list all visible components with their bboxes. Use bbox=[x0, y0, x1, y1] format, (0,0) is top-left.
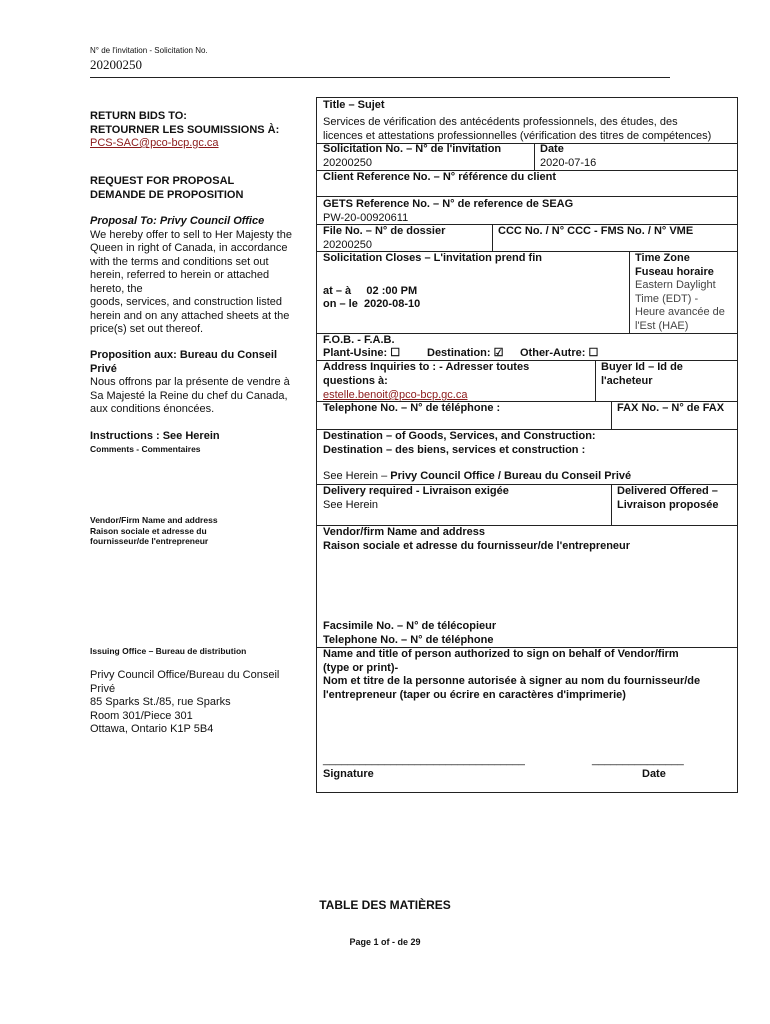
offer-en-line: with the terms and conditions set out bbox=[90, 255, 269, 268]
proposal-to-en: Proposal To: Privy Council Office bbox=[90, 215, 265, 227]
destination-checkbox[interactable]: Destination: ☑ bbox=[427, 347, 504, 359]
proposal-to-fr-line: Privé bbox=[90, 362, 117, 375]
col-divider bbox=[492, 224, 493, 251]
title-line: licences et attestations professionnelles (vérification des titres de compétences) bbox=[323, 129, 712, 142]
telephone-label: Telephone No. – N° de téléphone : bbox=[323, 402, 501, 414]
address-inquiries-block bbox=[323, 361, 529, 388]
solicitation-number-header: 20200250 bbox=[90, 57, 142, 72]
issuing-address-line: Ottawa, Ontario K1P 5B4 bbox=[90, 723, 214, 735]
issuing-address-line: 85 Sparks St./85, rue Sparks bbox=[90, 696, 231, 708]
page-number: Page 1 of - de 29 bbox=[349, 937, 421, 947]
file-no-label: File No. – N° de dossier bbox=[323, 225, 446, 237]
signature-line[interactable]: _________________________________ bbox=[323, 754, 525, 766]
tz-label-en: Time Zone bbox=[635, 252, 690, 264]
time-zone-block bbox=[635, 252, 735, 333]
offer-en-line: hereto, the bbox=[90, 282, 143, 295]
header-divider bbox=[90, 77, 670, 78]
vendor-left-line: Vendor/Firm Name and address bbox=[90, 515, 218, 525]
table-of-contents-heading: TABLE DES MATIÈRES bbox=[319, 898, 451, 912]
authorized-person-block bbox=[323, 648, 733, 702]
instructions-block bbox=[90, 430, 302, 454]
gets-value: PW-20-00920611 bbox=[323, 212, 409, 224]
fob-label: F.O.B. - F.A.B. bbox=[323, 334, 395, 346]
client-ref-label: Client Reference No. – N° référence du client bbox=[323, 171, 557, 183]
vendor-left-line: fournisseur/de l'entrepreneur bbox=[90, 536, 209, 546]
vendor-label-fr: Raison sociale et adresse du fournisseur/de l'entrepreneur bbox=[323, 540, 631, 552]
closes-time: at – à 02 :00 PM bbox=[323, 285, 418, 297]
vendor-label-en: Vendor/firm Name and address bbox=[323, 526, 485, 538]
row-divider bbox=[317, 196, 737, 197]
return-bids-en: RETURN BIDS TO: bbox=[90, 110, 187, 122]
issuing-office-label: Issuing Office – Bureau de distribution bbox=[90, 646, 247, 656]
solicitation-form-box bbox=[316, 97, 738, 793]
title-label: Title – Sujet bbox=[323, 99, 385, 111]
tz-label-fr: Fuseau horaire bbox=[635, 265, 714, 278]
delivered-offered-block bbox=[617, 485, 718, 512]
issuing-address-block bbox=[90, 669, 302, 737]
offer-en-line: herein, referred to herein or attached bbox=[90, 269, 270, 281]
buyer-id-line: l'acheteur bbox=[601, 374, 653, 387]
address-inquiries-line: questions à: bbox=[323, 374, 388, 387]
title-value bbox=[323, 116, 735, 143]
offer-en-line: We hereby offer to sell to Her Majesty the bbox=[90, 228, 292, 241]
buyer-id-block bbox=[601, 361, 683, 388]
delivery-required-label: Delivery required - Livraison exigée bbox=[323, 485, 509, 497]
issuing-address-line: Room 301/Piece 301 bbox=[90, 709, 193, 722]
col-divider bbox=[595, 360, 596, 401]
col-divider bbox=[534, 143, 535, 170]
authorized-line: (type or print)- bbox=[323, 661, 399, 674]
authorized-line: Nom et titre de la personne autorisée à signer au nom du fournisseur/de bbox=[323, 675, 701, 687]
issuing-address-line: Privé bbox=[90, 682, 116, 695]
offer-fr-line: Nous offrons par la présente de vendre à bbox=[90, 376, 290, 388]
proposal-to-fr-line: Proposition aux: Bureau du Conseil bbox=[90, 349, 278, 361]
signature-date-label: Date bbox=[642, 768, 666, 780]
offer-en-line: herein and on any attached sheets at the bbox=[90, 309, 290, 322]
inquiries-email-link[interactable]: estelle.benoit@pco-bcp.gc.ca bbox=[323, 389, 468, 401]
other-checkbox[interactable]: Other-Autre: ☐ bbox=[520, 347, 599, 359]
return-bids-block bbox=[90, 110, 302, 151]
issuing-address-line: Privy Council Office/Bureau du Conseil bbox=[90, 669, 280, 681]
tz-value-line: Eastern Daylight bbox=[635, 279, 716, 291]
authorized-line: Name and title of person authorized to sign on behalf of Vendor/firm bbox=[323, 648, 679, 660]
signature-label: Signature bbox=[323, 768, 374, 780]
facsimile-label: Facsimile No. – N° de télécopieur bbox=[323, 620, 497, 632]
title-line: Services de vérification des antécédents professionnels, des études, des bbox=[323, 116, 678, 128]
destination-label-fr: Destination – des biens, services et construction : bbox=[323, 444, 586, 456]
tz-value-line: l'Est (HAE) bbox=[635, 319, 689, 332]
solicitation-caption: N° de l'invitation - Solicitation No. bbox=[90, 46, 208, 55]
return-bids-fr: RETOURNER LES SOUMISSIONS À: bbox=[90, 123, 280, 136]
vendor-left-line: Raison sociale et adresse du bbox=[90, 525, 207, 536]
solicitation-no-label: Solicitation No. – N° de l'invitation bbox=[323, 143, 502, 155]
date-label: Date bbox=[540, 143, 564, 155]
offer-fr-line: Sa Majesté la Reine du chef du Canada, bbox=[90, 389, 288, 402]
proposal-fr-block bbox=[90, 349, 302, 417]
rfp-block bbox=[90, 175, 302, 202]
delivery-required-value: See Herein bbox=[323, 499, 379, 511]
plant-checkbox[interactable]: Plant-Usine: ☐ bbox=[323, 347, 401, 359]
closes-date: on – le 2020-08-10 bbox=[323, 298, 421, 310]
destination-value bbox=[323, 470, 631, 484]
gets-label: GETS Reference No. – N° de reference de SEAG bbox=[323, 198, 574, 210]
vendor-left-block bbox=[90, 515, 302, 547]
instructions-label: Instructions : See Herein bbox=[90, 430, 220, 442]
offer-en-line: price(s) set out thereof. bbox=[90, 323, 204, 335]
closes-label: Solicitation Closes – L'invitation prend fin bbox=[323, 252, 542, 264]
buyer-id-line: Buyer Id – Id de bbox=[601, 361, 683, 373]
fax-label: FAX No. – N° de FAX bbox=[617, 402, 725, 414]
delivered-offered-line: Livraison proposée bbox=[617, 498, 719, 511]
vendor-telephone-label: Telephone No. – N° de téléphone bbox=[323, 634, 494, 646]
col-divider bbox=[629, 251, 630, 333]
offer-en-line: goods, services, and construction listed bbox=[90, 296, 282, 308]
delivered-offered-line: Delivered Offered – bbox=[617, 485, 718, 497]
file-no-value: 20200250 bbox=[323, 239, 372, 251]
date-value: 2020-07-16 bbox=[540, 157, 597, 169]
solicitation-no-value: 20200250 bbox=[323, 157, 372, 169]
offer-en-line: Queen in right of Canada, in accordance bbox=[90, 242, 288, 254]
tz-value-line: Time (EDT) - bbox=[635, 292, 699, 305]
col-divider bbox=[611, 484, 612, 525]
proposal-en-block bbox=[90, 215, 302, 337]
authorized-line: l'entrepreneur (taper ou écrire en caractères d'imprimerie) bbox=[323, 688, 626, 701]
date-line[interactable]: _______________ bbox=[592, 754, 684, 766]
address-inquiries-line: Address Inquiries to : - Adresser toutes bbox=[323, 361, 530, 373]
comments-label: Comments - Commentaires bbox=[90, 443, 201, 454]
destination-prefix: See Herein – bbox=[323, 470, 391, 482]
return-email-link[interactable]: PCS-SAC@pco-bcp.gc.ca bbox=[90, 137, 219, 149]
rfp-en: REQUEST FOR PROPOSAL bbox=[90, 175, 235, 187]
offer-fr-line: aux conditions énoncées. bbox=[90, 403, 215, 415]
destination-label-en: Destination – of Goods, Services, and Construction: bbox=[323, 430, 596, 442]
destination-office: Privy Council Office / Bureau du Conseil Privé bbox=[390, 470, 632, 482]
ccc-label: CCC No. / N° CCC - FMS No. / N° VME bbox=[498, 225, 694, 237]
rfp-fr: DEMANDE DE PROPOSITION bbox=[90, 188, 244, 201]
col-divider bbox=[611, 401, 612, 429]
tz-value-line: Heure avancée de bbox=[635, 306, 725, 318]
